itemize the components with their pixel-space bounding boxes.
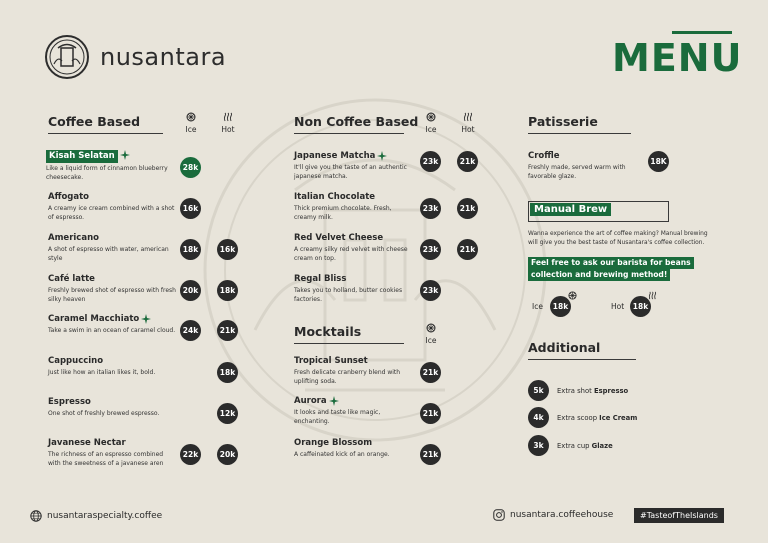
coffee-hot-header <box>213 112 243 134</box>
price-badge: 23k <box>420 198 441 219</box>
item-desc: A creamy ice cream combined with a shot of espresso. <box>48 205 175 221</box>
menu-item-cafe-latte <box>48 274 178 304</box>
menu-item-orange-blossom <box>294 438 414 460</box>
item-desc: Take a swim in an ocean of caramel cloud. <box>48 327 176 334</box>
item-desc: Freshly brewed shot of espresso with fresh silky heaven <box>48 287 176 303</box>
patisserie-section-title: Patisserie <box>528 114 598 129</box>
sparkle-icon <box>120 150 130 160</box>
item-name: Regal Bliss <box>294 274 347 284</box>
additional-section-title: Additional <box>528 340 601 355</box>
price-badge: 22k <box>180 444 201 465</box>
item-desc: Like a liquid form of cinnamon blueberry cheesecake. <box>46 165 168 181</box>
item-name: Affogato <box>48 192 90 202</box>
additional-item-espresso <box>528 380 628 401</box>
coffee-hot-label: Hot <box>221 125 235 134</box>
coffee-section-title: Coffee Based <box>48 114 141 129</box>
menu-item-kisah-selatan <box>46 150 176 182</box>
menu-item-espresso <box>48 397 178 419</box>
additional-item-ice-cream <box>528 407 637 428</box>
item-desc: A caffeinated kick of an orange. <box>294 451 390 458</box>
ice-icon <box>426 323 436 333</box>
sparkle-icon <box>377 151 387 161</box>
menu-item-tropical-sunset <box>294 356 414 386</box>
menu-item-cappuccino <box>48 356 178 378</box>
ice-icon <box>568 291 577 300</box>
coffee-ice-header <box>176 112 206 134</box>
item-desc: A creamy silky red velvet with cheese cream on top. <box>294 246 408 262</box>
price-badge: 18k <box>217 280 238 301</box>
coffee-ice-label: Ice <box>185 125 197 134</box>
price-badge: 18k <box>630 296 651 317</box>
price-badge: 18K <box>648 151 669 172</box>
hashtag-badge: #TasteofTheIslands <box>634 508 724 523</box>
noncoffee-ice-header <box>416 112 446 134</box>
item-name: Tropical Sunset <box>294 356 368 366</box>
brand-name: nusantara <box>100 43 227 71</box>
manual-brew-cta-line1: Feel free to ask our barista for beans <box>528 257 694 269</box>
globe-icon <box>30 510 42 522</box>
noncoffee-section-title: Non Coffee Based <box>294 114 419 129</box>
price-badge: 21k <box>457 151 478 172</box>
hot-steam-icon <box>648 291 657 300</box>
coffee-section-rule <box>48 133 163 134</box>
footer-instagram-text: nusantara.coffeehouse <box>510 510 614 520</box>
price-badge: 5k <box>528 380 549 401</box>
manual-brew-desc: Wanna experience the art of coffee making? Manual brewing will give you the best taste of Nusantara's coffee collection. <box>528 231 708 246</box>
brand <box>44 34 226 80</box>
price-badge: 18k <box>550 296 571 317</box>
item-name: Aurora <box>294 396 327 406</box>
item-name: Javanese Nectar <box>48 438 126 448</box>
noncoffee-ice-label: Ice <box>425 125 437 134</box>
additional-prefix: Extra cup <box>557 441 592 450</box>
additional-bold: Espresso <box>593 386 629 395</box>
manual-hot-label: Hot <box>611 302 625 311</box>
additional-section-rule <box>528 359 636 360</box>
menu-item-aurora <box>294 396 414 426</box>
menu-item-italian-chocolate <box>294 192 414 222</box>
price-badge: 28k <box>180 157 201 178</box>
ice-icon <box>186 112 196 122</box>
price-badge: 23k <box>420 239 441 260</box>
noncoffee-section-rule <box>294 133 404 134</box>
item-desc: Just like how an italian likes it, bold. <box>48 369 156 376</box>
mocktails-ice-label: Ice <box>425 336 437 345</box>
menu-item-javanese-nectar <box>48 438 173 468</box>
item-desc: It looks and taste like magic, enchanting. <box>294 409 381 425</box>
item-desc: Thick premium chocolate. Fresh, creamy milk. <box>294 205 392 221</box>
additional-prefix: Extra scoop <box>557 413 600 422</box>
item-name: Kisah Selatan <box>46 150 118 163</box>
additional-bold: Glaze <box>591 441 613 450</box>
price-badge: 18k <box>217 362 238 383</box>
noncoffee-hot-label: Hot <box>461 125 475 134</box>
price-badge: 18k <box>180 239 201 260</box>
item-name: Caramel Macchiato <box>48 314 140 324</box>
price-badge: 4k <box>528 407 549 428</box>
patisserie-section-rule <box>528 133 631 134</box>
price-badge: 21k <box>420 362 441 383</box>
item-name: Café latte <box>48 274 95 284</box>
hot-steam-icon <box>463 112 473 122</box>
item-name: Americano <box>48 233 99 243</box>
item-name: Red Velvet Cheese <box>294 233 384 243</box>
item-desc: Fresh delicate cranberry blend with uplifting soda. <box>294 369 401 385</box>
footer-instagram[interactable] <box>493 509 613 521</box>
item-desc: Takes you to holland, butter cookies factories. <box>294 287 403 303</box>
price-badge: 21k <box>217 320 238 341</box>
menu-title-rule <box>672 31 732 34</box>
item-desc: Freshly made, served warm with favorable glaze. <box>528 164 626 180</box>
item-name: Japanese Matcha <box>294 151 376 161</box>
price-badge: 21k <box>420 444 441 465</box>
menu-item-croffle <box>528 151 638 181</box>
item-name: Cappuccino <box>48 356 104 366</box>
menu-item-americano <box>48 233 178 263</box>
item-desc: The richness of an espresso combined with the sweetness of a javanese aren <box>48 451 164 467</box>
price-badge: 21k <box>420 403 441 424</box>
sparkle-icon <box>141 314 151 324</box>
additional-bold: Ice Cream <box>599 413 638 422</box>
price-badge: 23k <box>420 280 441 301</box>
hot-steam-icon <box>223 112 233 122</box>
menu-title: MENU <box>612 36 743 80</box>
item-desc: One shot of freshly brewed espresso. <box>48 410 160 417</box>
footer-website-text: nusantaraspecialty.coffee <box>47 511 163 521</box>
price-badge: 20k <box>180 280 201 301</box>
price-badge: 16k <box>217 239 238 260</box>
item-desc: It'll give you the taste of an authentic japanese matcha. <box>294 164 407 180</box>
brand-logo-icon <box>44 34 90 80</box>
mocktails-section-rule <box>294 343 404 344</box>
ice-icon <box>426 112 436 122</box>
menu-item-caramel-macchiato <box>48 314 178 336</box>
manual-brew-cta-line2: collection and brewing method! <box>528 269 670 281</box>
item-name: Orange Blossom <box>294 438 373 448</box>
price-badge: 21k <box>457 198 478 219</box>
menu-item-red-velvet-cheese <box>294 233 414 263</box>
additional-item-glaze <box>528 435 613 456</box>
noncoffee-hot-header <box>453 112 483 134</box>
price-badge: 24k <box>180 320 201 341</box>
item-desc: A shot of espresso with water, american style <box>48 246 169 262</box>
price-badge: 21k <box>457 239 478 260</box>
menu-item-affogato <box>48 192 178 222</box>
menu-item-japanese-matcha <box>294 151 414 181</box>
manual-ice-label: Ice <box>532 302 543 311</box>
mocktails-ice-header <box>416 323 446 345</box>
instagram-icon <box>493 509 505 521</box>
item-name: Espresso <box>48 397 91 407</box>
menu-item-regal-bliss <box>294 274 414 304</box>
price-badge: 23k <box>420 151 441 172</box>
price-badge: 12k <box>217 403 238 424</box>
additional-prefix: Extra shot <box>557 386 594 395</box>
mocktails-section-title: Mocktails <box>294 324 362 339</box>
sparkle-icon <box>329 396 339 406</box>
price-badge: 3k <box>528 435 549 456</box>
price-badge: 16k <box>180 198 201 219</box>
item-name: Croffle <box>528 151 560 161</box>
footer-website[interactable] <box>30 510 162 522</box>
price-badge: 20k <box>217 444 238 465</box>
manual-brew-title: Manual Brew <box>530 203 611 216</box>
item-name: Italian Chocolate <box>294 192 376 202</box>
